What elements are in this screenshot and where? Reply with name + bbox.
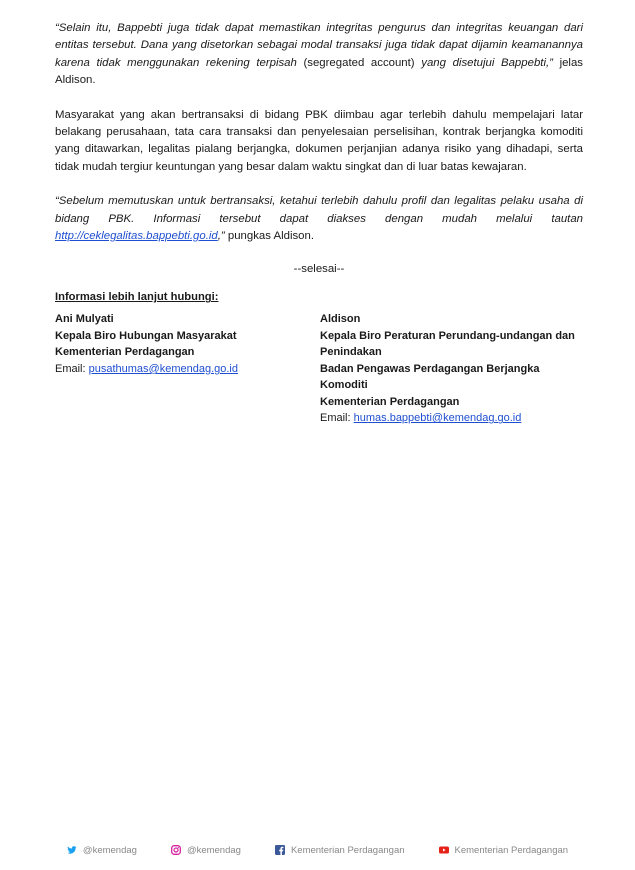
- contact-title: Kepala Biro Hubungan Masyarakat: [55, 329, 237, 342]
- social-footer: [0, 840, 635, 860]
- twitter-icon: [67, 845, 77, 855]
- footer-youtube[interactable]: [439, 845, 569, 856]
- quote-text: “Selain itu, Bappebti juga tidak dapat memastikan integritas pengurus dan integritas keuangan dari entitas tersebut. Dana yang disetorkan sebagai modal transaksi juga tidak dapat dijamin keamanannya karena tidak menggunakan rekening terpisah: [55, 22, 583, 69]
- footer-twitter[interactable]: [67, 845, 137, 856]
- quote-term: (segregated account): [303, 56, 415, 69]
- footer-instagram[interactable]: [171, 845, 241, 856]
- body-paragraph: Masyarakat yang akan bertransaksi di bidang PBK diimbau agar terlebih dahulu mempelajari latar belakang perusahaan, tata cara transaksi dan penyelesaian perselisihan, kontrak berjangka komoditi yang ditawarkan, legalitas pialang berjangka, dokumen perjanjian adanya risiko yang dihadapi, serta tidak mudah tergiur keuntungan yang besar dalam waktu singkat dan di luar batas kewajaran.: [55, 108, 583, 173]
- footer-label: Kementerian Perdagangan: [454, 844, 569, 856]
- facebook-icon: [275, 845, 285, 855]
- contact-org: Badan Pengawas Perdagangan Berjangka Komoditi: [320, 362, 540, 392]
- document-body: [55, 20, 583, 427]
- footer-facebook[interactable]: [275, 845, 405, 856]
- end-marker: --selesai--: [293, 263, 345, 276]
- quote-text-end: ,”: [217, 230, 225, 243]
- contact-org: Kementerian Perdagangan: [55, 346, 195, 359]
- email-link[interactable]: pusathumas@kemendag.go.id: [88, 362, 238, 375]
- footer-label: Kementerian Perdagangan: [290, 844, 405, 856]
- email-label: Email:: [320, 412, 354, 425]
- contact-email-row: [320, 410, 583, 427]
- contact-email-row: [55, 361, 320, 378]
- quote-attribution: jelas Aldison.: [55, 56, 583, 87]
- footer-label: @kemendag: [82, 844, 137, 856]
- contact-left: [55, 311, 320, 427]
- contacts: [55, 311, 583, 427]
- quote-text: “Sebelum memutuskan untuk bertransaksi, ketahui terlebih dahulu profil dan legalitas pelaku usaha di bidang PBK. Informasi tersebut dapat diakses dengan mudah melalui tautan: [55, 195, 583, 225]
- footer-label: @kemendag: [186, 844, 241, 856]
- contact-heading: Informasi lebih lanjut hubungi:: [55, 291, 219, 304]
- instagram-icon: [171, 845, 181, 855]
- contact-org: Kementerian Perdagangan: [320, 395, 460, 408]
- contact-name: Ani Mulyati: [55, 313, 114, 326]
- quote-text-end: yang disetujui Bappebti,”: [414, 56, 553, 69]
- contact-name: Aldison: [320, 313, 361, 326]
- email-link[interactable]: humas.bappebti@kemendag.go.id: [353, 412, 522, 425]
- youtube-icon: [439, 845, 449, 855]
- contact-title: Kepala Biro Peraturan Perundang-undangan dan Penindakan: [320, 329, 575, 359]
- contact-right: [320, 311, 583, 427]
- email-label: Email:: [55, 362, 89, 375]
- legalitas-link[interactable]: http://ceklegalitas.bappebti.go.id: [55, 230, 218, 243]
- quote-paragraph-1: [55, 20, 583, 90]
- quote-attribution: pungkas Aldison.: [224, 230, 315, 243]
- quote-paragraph-2: [55, 193, 583, 245]
